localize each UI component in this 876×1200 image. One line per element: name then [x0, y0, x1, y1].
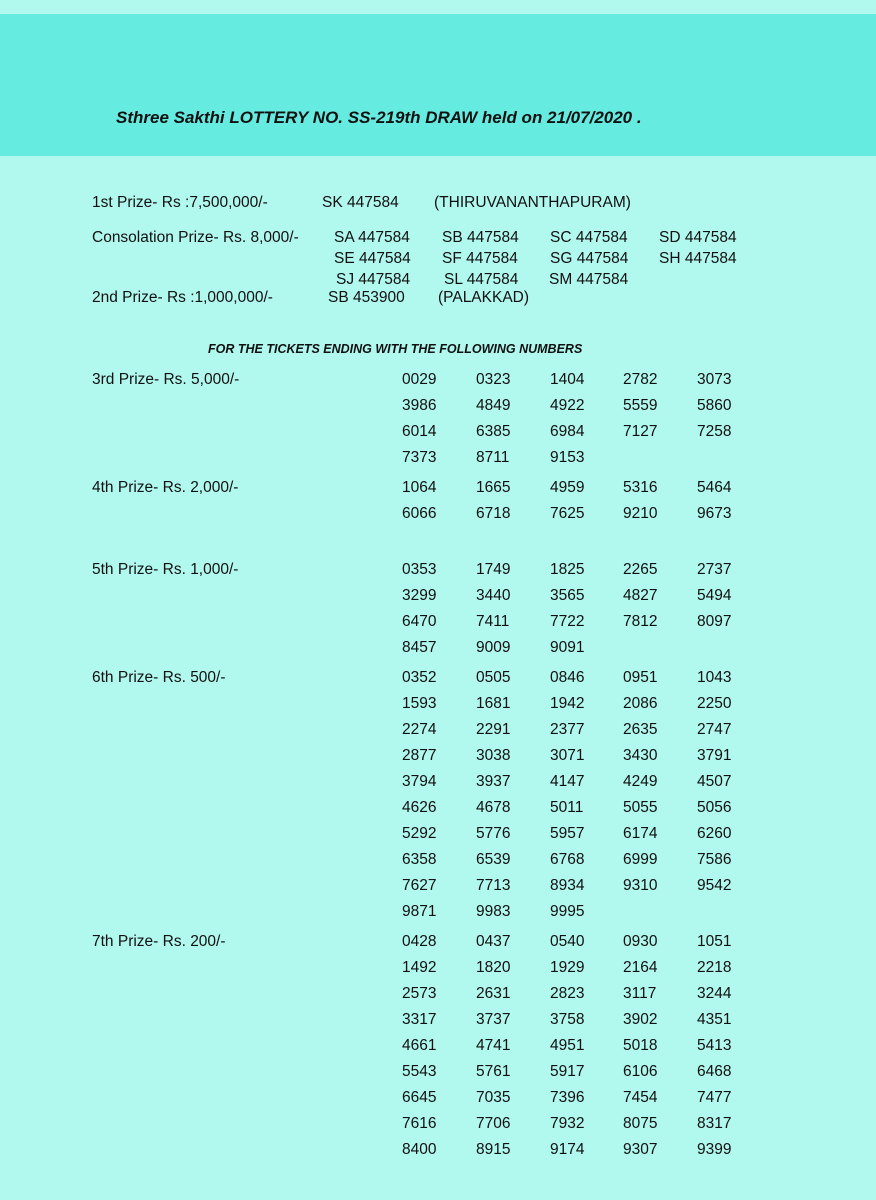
winning-number: 9399 [697, 1141, 732, 1158]
winning-number: 3038 [476, 747, 511, 764]
winning-number: 6174 [623, 825, 658, 842]
winning-number: 7812 [623, 613, 658, 630]
winning-number: 9542 [697, 877, 732, 894]
winning-number: 6385 [476, 423, 511, 440]
winning-number: 4849 [476, 397, 511, 414]
winning-number: 1492 [402, 959, 437, 976]
winning-number: 2635 [623, 721, 658, 738]
consolation-ticket: SJ 447584 [336, 271, 411, 288]
winning-number: 4678 [476, 799, 511, 816]
winning-number: 9310 [623, 877, 658, 894]
winning-number: 7454 [623, 1089, 658, 1106]
winning-number: 5917 [550, 1063, 585, 1080]
winning-number: 6014 [402, 423, 437, 440]
winning-number: 8711 [476, 449, 510, 466]
consolation-ticket: SL 447584 [444, 271, 519, 288]
winning-number: 2377 [550, 721, 585, 738]
winning-number: 5776 [476, 825, 511, 842]
top-strip [0, 0, 876, 14]
winning-number: 2782 [623, 371, 658, 388]
prize-label: 7th Prize- Rs. 200/- [92, 933, 226, 950]
winning-number: 1404 [550, 371, 585, 388]
winning-number: 3071 [550, 747, 585, 764]
winning-number: 7477 [697, 1089, 732, 1106]
winning-number: 9210 [623, 505, 658, 522]
winning-number: 1064 [402, 479, 437, 496]
winning-number: 1929 [550, 959, 585, 976]
winning-number: 2737 [697, 561, 732, 578]
winning-number: 3317 [402, 1011, 437, 1028]
header-band [0, 14, 876, 156]
winning-number: 7627 [402, 877, 437, 894]
winning-number: 5464 [697, 479, 732, 496]
winning-number: 0846 [550, 669, 585, 686]
prize-label: 4th Prize- Rs. 2,000/- [92, 479, 239, 496]
winning-number: 5056 [697, 799, 732, 816]
winning-number: 3117 [623, 985, 657, 1002]
winning-number: 3440 [476, 587, 511, 604]
winning-number: 2877 [402, 747, 437, 764]
winning-number: 0930 [623, 933, 658, 950]
winning-number: 4661 [402, 1037, 437, 1054]
consolation-label: Consolation Prize- Rs. 8,000/- [92, 229, 299, 246]
winning-number: 1825 [550, 561, 585, 578]
winning-number: 4507 [697, 773, 732, 790]
winning-number: 7713 [476, 877, 511, 894]
winning-number: 2823 [550, 985, 585, 1002]
winning-number: 2164 [623, 959, 658, 976]
winning-number: 8097 [697, 613, 732, 630]
winning-number: 0323 [476, 371, 511, 388]
consolation-ticket: SA 447584 [334, 229, 410, 246]
winning-number: 2291 [476, 721, 511, 738]
winning-number: 0029 [402, 371, 437, 388]
winning-number: 5316 [623, 479, 658, 496]
winning-number: 9153 [550, 449, 585, 466]
winning-number: 8915 [476, 1141, 511, 1158]
winning-number: 8400 [402, 1141, 437, 1158]
winning-number: 6358 [402, 851, 437, 868]
consolation-ticket: SB 447584 [442, 229, 519, 246]
winning-number: 3565 [550, 587, 585, 604]
winning-number: 8317 [697, 1115, 732, 1132]
winning-number: 0951 [623, 669, 658, 686]
winning-number: 9307 [623, 1141, 658, 1158]
winning-number: 6470 [402, 613, 437, 630]
winning-number: 6718 [476, 505, 511, 522]
winning-number: 9983 [476, 903, 511, 920]
winning-number: 6066 [402, 505, 437, 522]
winning-number: 6984 [550, 423, 585, 440]
winning-number: 7258 [697, 423, 732, 440]
winning-number: 1593 [402, 695, 437, 712]
winning-number: 7586 [697, 851, 732, 868]
winning-number: 5413 [697, 1037, 732, 1054]
winning-number: 9673 [697, 505, 732, 522]
winning-number: 8075 [623, 1115, 658, 1132]
winning-number: 7616 [402, 1115, 437, 1132]
winning-number: 3902 [623, 1011, 658, 1028]
consolation-ticket: SH 447584 [659, 250, 737, 267]
winning-number: 7722 [550, 613, 585, 630]
winning-number: 2573 [402, 985, 437, 1002]
second-prize-ticket: SB 453900 [328, 289, 405, 306]
winning-number: 4626 [402, 799, 437, 816]
winning-number: 2274 [402, 721, 437, 738]
winning-number: 3299 [402, 587, 437, 604]
winning-number: 5957 [550, 825, 585, 842]
prize-label: 6th Prize- Rs. 500/- [92, 669, 226, 686]
winning-number: 4922 [550, 397, 585, 414]
prize-label: 3rd Prize- Rs. 5,000/- [92, 371, 240, 388]
winning-number: 3986 [402, 397, 437, 414]
winning-number: 6468 [697, 1063, 732, 1080]
winning-number: 6645 [402, 1089, 437, 1106]
winning-number: 2631 [476, 985, 511, 1002]
winning-number: 7706 [476, 1115, 511, 1132]
winning-number: 3244 [697, 985, 732, 1002]
winning-number: 9174 [550, 1141, 585, 1158]
winning-number: 8934 [550, 877, 585, 894]
winning-number: 0428 [402, 933, 437, 950]
winning-number: 1942 [550, 695, 585, 712]
winning-number: 1051 [697, 933, 732, 950]
winning-number: 2218 [697, 959, 732, 976]
winning-number: 0437 [476, 933, 511, 950]
page-title: Sthree Sakthi LOTTERY NO. SS-219th DRAW held on 21/07/2020 . [116, 108, 642, 127]
winning-number: 5559 [623, 397, 658, 414]
winning-number: 3758 [550, 1011, 585, 1028]
winning-number: 1665 [476, 479, 511, 496]
ending-numbers-subheading: FOR THE TICKETS ENDING WITH THE FOLLOWING NUMBERS [208, 342, 583, 356]
winning-number: 0353 [402, 561, 437, 578]
winning-number: 0540 [550, 933, 585, 950]
consolation-ticket: SD 447584 [659, 229, 737, 246]
winning-number: 5761 [476, 1063, 511, 1080]
winning-number: 7625 [550, 505, 585, 522]
consolation-ticket: SF 447584 [442, 250, 518, 267]
winning-number: 5018 [623, 1037, 658, 1054]
consolation-ticket: SG 447584 [550, 250, 629, 267]
winning-number: 6106 [623, 1063, 658, 1080]
winning-number: 0505 [476, 669, 511, 686]
winning-number: 6260 [697, 825, 732, 842]
winning-number: 7127 [623, 423, 658, 440]
winning-number: 4249 [623, 773, 658, 790]
winning-number: 7396 [550, 1089, 585, 1106]
second-prize-place: (PALAKKAD) [438, 289, 530, 306]
winning-number: 2250 [697, 695, 732, 712]
winning-number: 3794 [402, 773, 437, 790]
winning-number: 5494 [697, 587, 732, 604]
winning-number: 2265 [623, 561, 658, 578]
winning-number: 4827 [623, 587, 658, 604]
winning-number: 9091 [550, 639, 585, 656]
first-prize-place: (THIRUVANANTHAPURAM) [434, 194, 631, 211]
winning-number: 8457 [402, 639, 437, 656]
winning-number: 6768 [550, 851, 585, 868]
consolation-ticket: SC 447584 [550, 229, 628, 246]
prize-label: 5th Prize- Rs. 1,000/- [92, 561, 239, 578]
winning-number: 5860 [697, 397, 732, 414]
winning-number: 2747 [697, 721, 732, 738]
winning-number: 9871 [402, 903, 437, 920]
winning-number: 7373 [402, 449, 437, 466]
winning-number: 3791 [697, 747, 732, 764]
second-prize-label: 2nd Prize- Rs :1,000,000/- [92, 289, 273, 306]
winning-number: 5011 [550, 799, 584, 816]
winning-number: 7411 [476, 613, 510, 630]
consolation-ticket: SM 447584 [549, 271, 629, 288]
first-prize-ticket: SK 447584 [322, 194, 399, 211]
first-prize-label: 1st Prize- Rs :7,500,000/- [92, 194, 268, 211]
winning-number: 6539 [476, 851, 511, 868]
winning-number: 3737 [476, 1011, 511, 1028]
winning-number: 5543 [402, 1063, 437, 1080]
winning-number: 9009 [476, 639, 511, 656]
winning-number: 3430 [623, 747, 658, 764]
winning-number: 4351 [697, 1011, 732, 1028]
winning-number: 5292 [402, 825, 437, 842]
winning-number: 7932 [550, 1115, 585, 1132]
winning-number: 3073 [697, 371, 732, 388]
winning-number: 3937 [476, 773, 511, 790]
winning-number: 1043 [697, 669, 732, 686]
winning-number: 4741 [476, 1037, 511, 1054]
winning-number: 1681 [476, 695, 511, 712]
winning-number: 6999 [623, 851, 658, 868]
winning-number: 5055 [623, 799, 658, 816]
winning-number: 1749 [476, 561, 511, 578]
winning-number: 2086 [623, 695, 658, 712]
winning-number: 7035 [476, 1089, 511, 1106]
winning-number: 4147 [550, 773, 585, 790]
winning-number: 9995 [550, 903, 585, 920]
winning-number: 4959 [550, 479, 585, 496]
consolation-ticket: SE 447584 [334, 250, 411, 267]
winning-number: 1820 [476, 959, 511, 976]
winning-number: 0352 [402, 669, 437, 686]
winning-number: 4951 [550, 1037, 585, 1054]
